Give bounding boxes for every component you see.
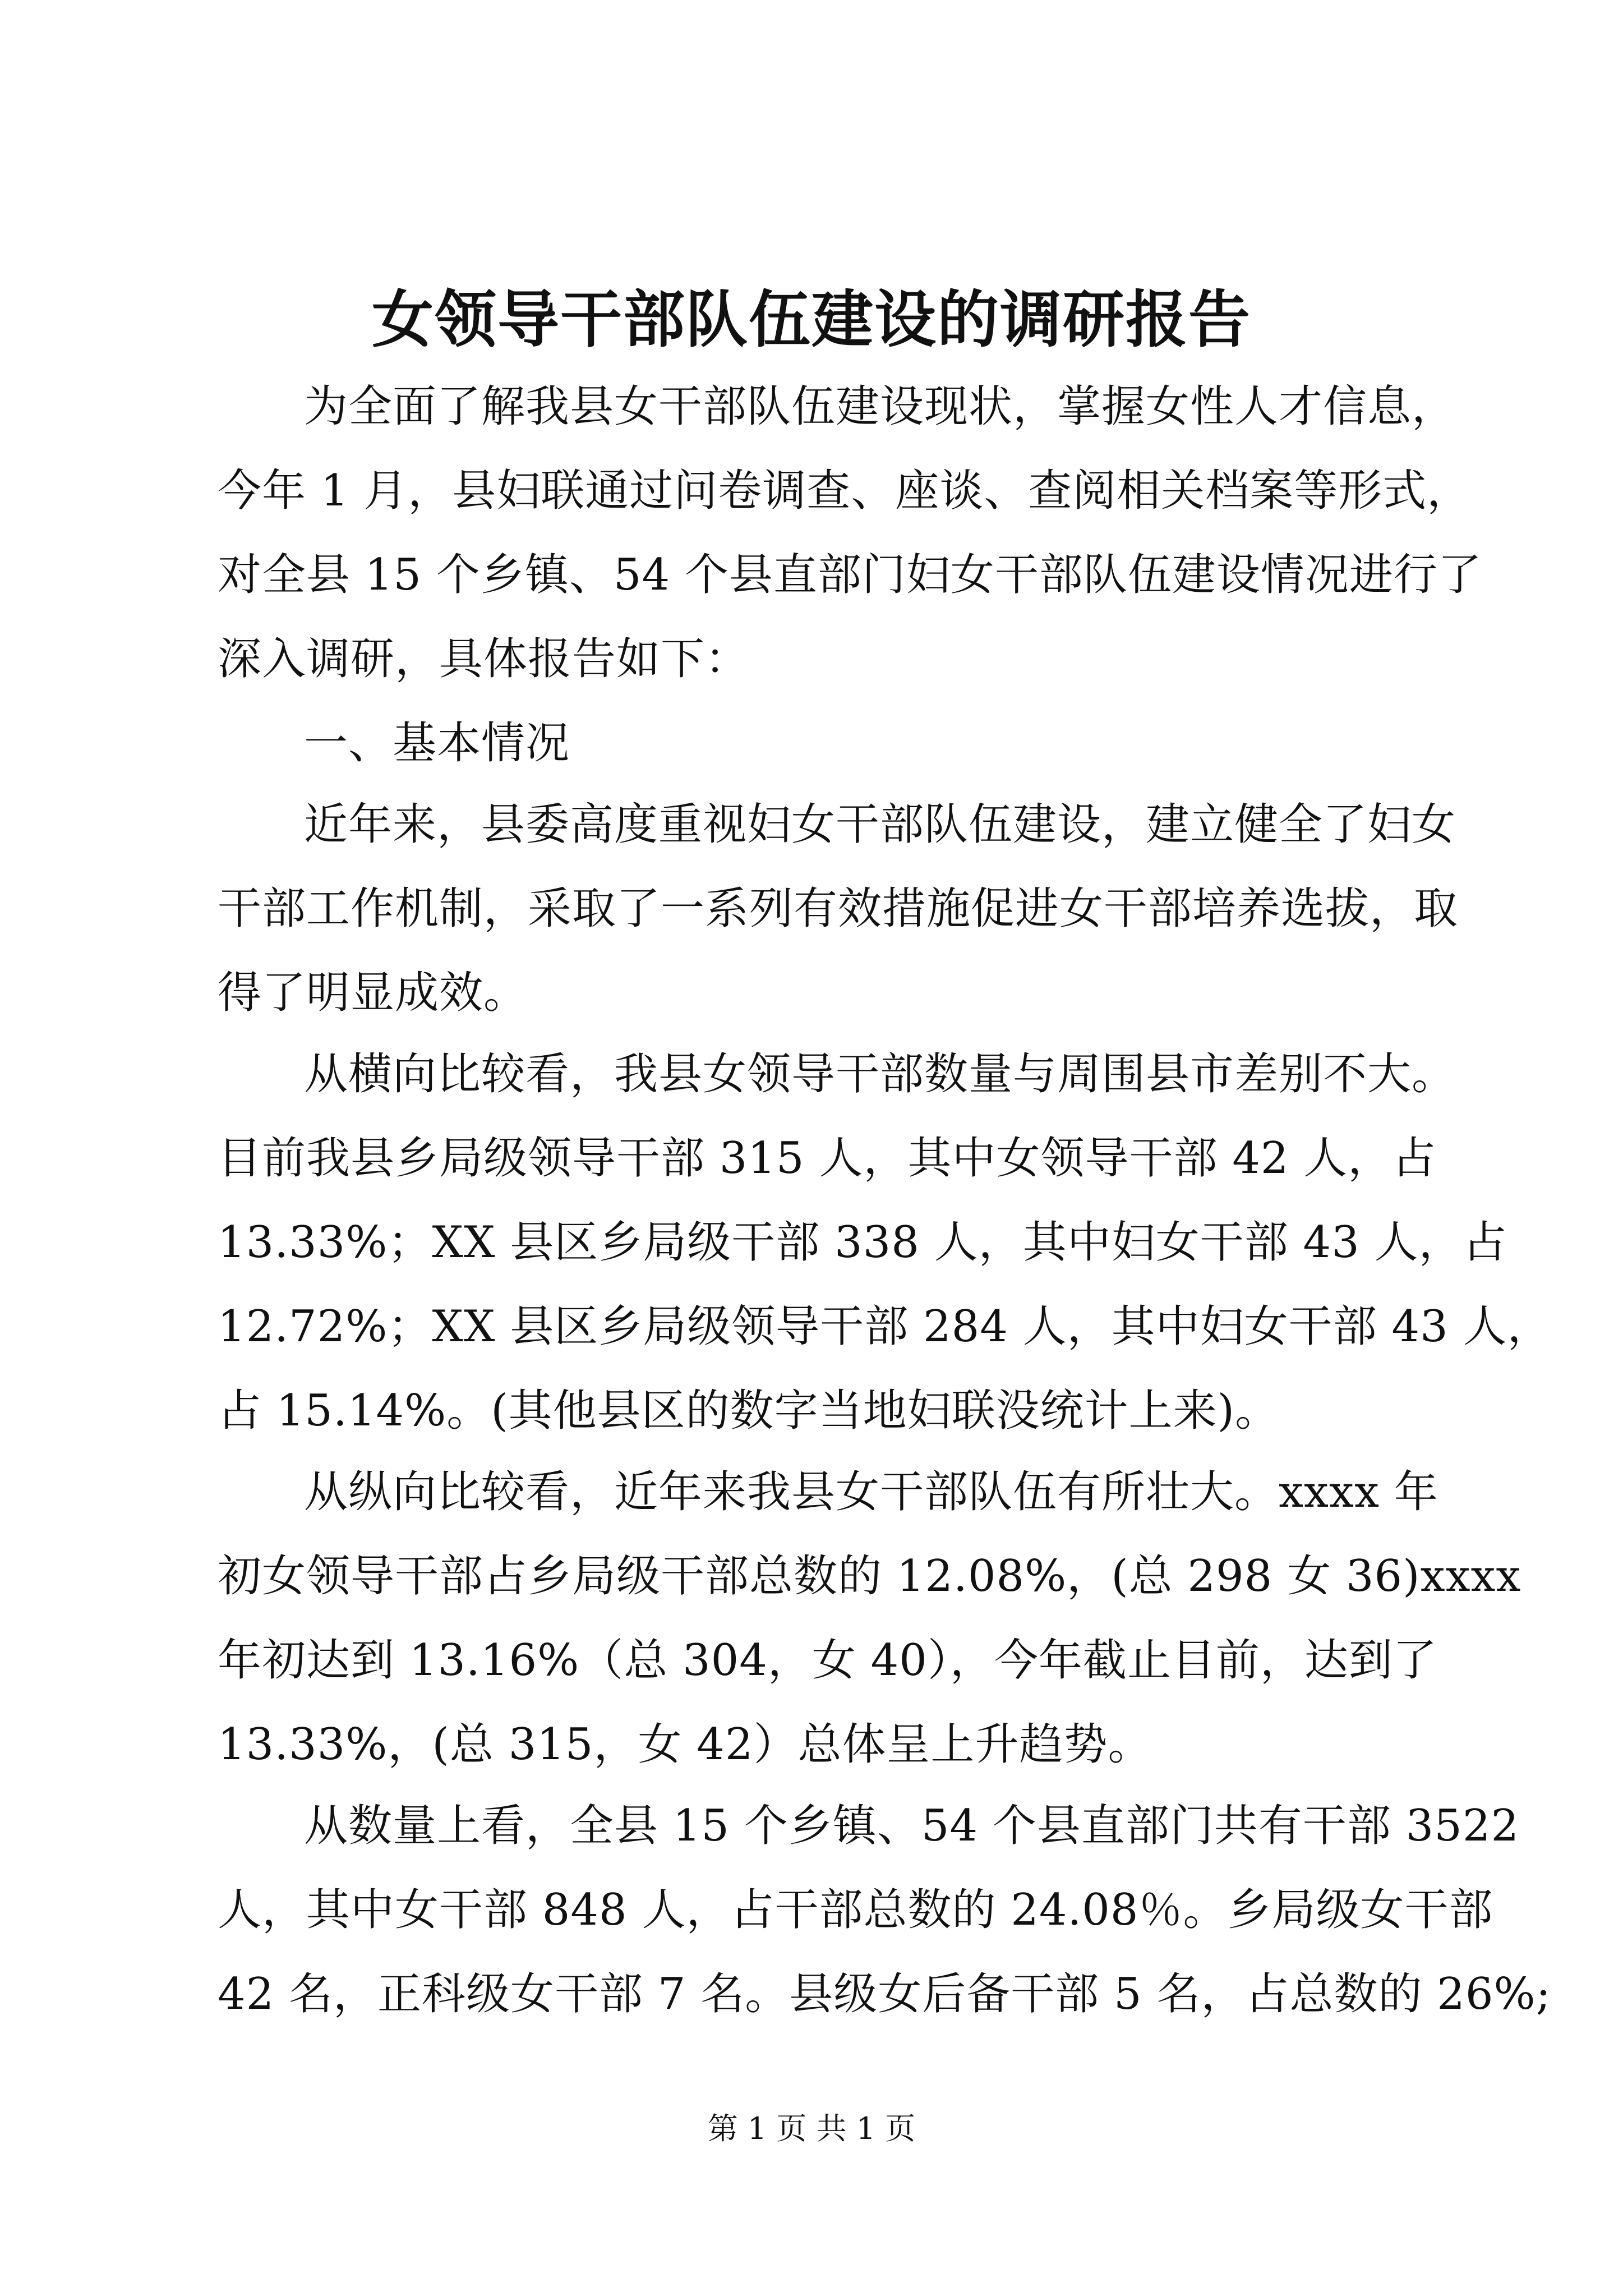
paragraph-line: 13.33%；XX 县区乡局级干部 338 人，其中妇女干部 43 人，占 <box>218 1217 1507 1268</box>
document-title: 女领导干部队伍建设的调研报告 <box>372 283 1251 356</box>
paragraph-line: 初女领导干部占乡局级干部总数的 12.08%，(总 298 女 36)xxxx <box>218 1551 1521 1602</box>
paragraph-line: 对全县 15 个乡镇、54 个县直部门妇女干部队伍建设情况进行了 <box>218 550 1482 600</box>
paragraph-line: 从纵向比较看，近年来我县女干部队伍有所壮大。xxxx 年 <box>304 1467 1438 1517</box>
paragraph-line: 得了明显成效。 <box>218 968 528 1018</box>
paragraph-line: 近年来，县委高度重视妇女干部队伍建设，建立健全了妇女 <box>304 799 1456 850</box>
paragraph-line: 42 名，正科级女干部 7 名。县级女后备干部 5 名，占总数的 26%; <box>218 1969 1551 2019</box>
paragraph-line: 12.72%；XX 县区乡局级领导干部 284 人，其中妇女干部 43 人， <box>218 1301 1552 1352</box>
paragraph-line: 从横向比较看，我县女领导干部数量与周围县市差别不大。 <box>304 1049 1456 1099</box>
paragraph-line: 今年 1 月，县妇联通过问卷调查、座谈、查阅相关档案等形式， <box>218 466 1472 516</box>
paragraph-line: 干部工作机制，采取了一系列有效措施促进女干部培养选拔，取 <box>218 884 1459 934</box>
paragraph-line: 占 15.14%。(其他县区的数字当地妇联没统计上来)。 <box>218 1386 1280 1436</box>
paragraph-line: 人，其中女干部 848 人，占干部总数的 24.08％。乡局级女干部 <box>218 1885 1493 1935</box>
page-footer: 第 1 页 共 1 页 <box>707 2111 916 2146</box>
paragraph-line: 13.33%，(总 315，女 42）总体呈上升趋势。 <box>218 1719 1152 1770</box>
paragraph-line: 目前我县乡局级领导干部 315 人，其中女领导干部 42 人，占 <box>218 1133 1437 1184</box>
paragraph-line: 深入调研，具体报告如下： <box>218 634 750 684</box>
paragraph-line: 从数量上看，全县 15 个乡镇、54 个县直部门共有干部 3522 <box>304 1801 1520 1851</box>
paragraph-line: 年初达到 13.16%（总 304，女 40），今年截止目前，达到了 <box>218 1635 1437 1686</box>
paragraph-line: 为全面了解我县女干部队伍建设现状，掌握女性人才信息， <box>304 381 1456 432</box>
section-heading: 一、基本情况 <box>304 718 570 769</box>
